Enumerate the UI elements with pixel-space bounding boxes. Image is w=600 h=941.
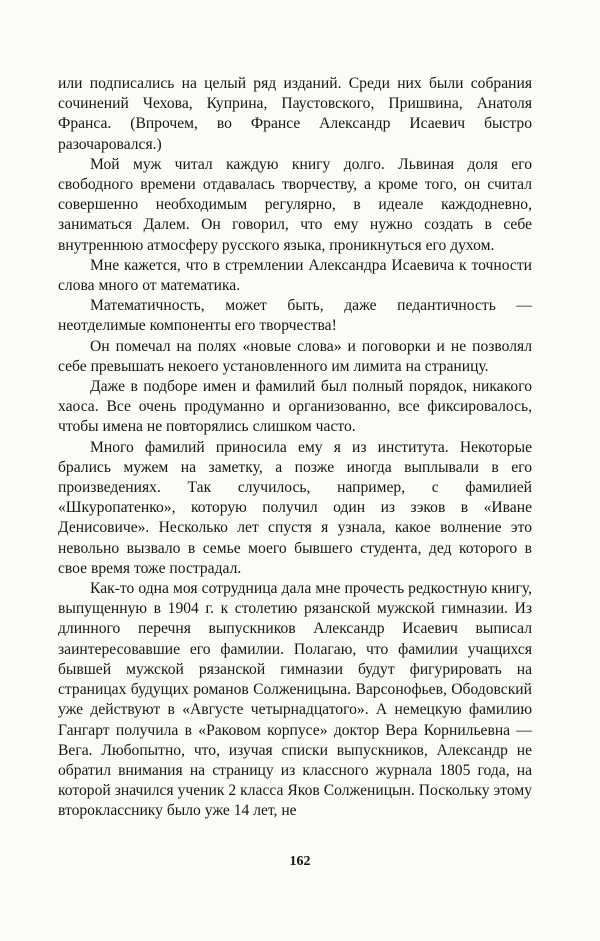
paragraph: Мой муж читал каждую книгу долго. Львиная доля его свободного времени отдавалась творчеству, а кроме того, он считал совершенно необходимым регулярно, в идеале каждодневно, заниматься Далем. Он говорил, что ему нужно создать в себе внутреннюю атмосферу русского языка, проникнуться его духом. [58,155,532,254]
paragraph: Мне кажется, что в стремлении Александра Исаевича к точности слова много от математика. [58,256,532,295]
paragraph: Математичность, может быть, даже педантичность — неотделимые компоненты его творчества! [58,297,532,335]
page-number: 162 [289,854,311,869]
paragraph: Много фамилий приносила ему я из института. Некоторые брались мужем на заметку, а позже иногда выплывали в его произведениях. Так случилось, например, с фамилией «Шкуропатенко», которую получил один из зэков в «Иване Денисовиче». Несколько лет спустя я узнала, какое волнение это невольно вызвало в семье моего бывшего студента, дед которого в свое время тоже пострадал. [58,438,532,577]
paragraph: Он помечал на полях «новые слова» и поговорки и не позволял себе превышать некоего установленного им лимита на страницу. [58,337,532,375]
paragraph-continued: или подписались на целый ряд изданий. Среди них были собрания сочинений Чехова, Куприна, Паустовского, Пришвина, Анатоля Франса. (Впрочем, во Франсе Александр Исаевич быстро разочаровался.) [58,75,532,153]
paragraph: Даже в подборе имен и фамилий был полный порядок, никакого хаоса. Все очень продуманно и организованно, все фиксировалось, чтобы имена не повторялись слишком часто. [58,378,532,436]
paragraph: Как-то одна моя сотрудница дала мне прочесть редкостную книгу, выпущенную в 1904 г. к столетию рязанской мужской гимназии. Из длинного перечня выпускников Александр Исаевич выписал заинтересовавшие его фамилии. Полагаю, что фамилии учащихся бывшей мужской рязанской гимназии будут фигурировать на страницах будущих романов Солженицына. Варсонофьев, Ободовский уже действуют в «Августе четырнадцатого». А немецкую фамилию Гангарт получила в «Раковом корпусе» доктор Вера Корнильевна — Вега. Любопытно, что, изучая списки выпускников, Александр не обратил внимания на страницу из классного журнала 1805 года, на которой значился ученик 2 класса Яков Солженицын. Поскольку этому второкласснику было уже 14 лет, не [58,580,532,820]
page-body [58,74,532,822]
